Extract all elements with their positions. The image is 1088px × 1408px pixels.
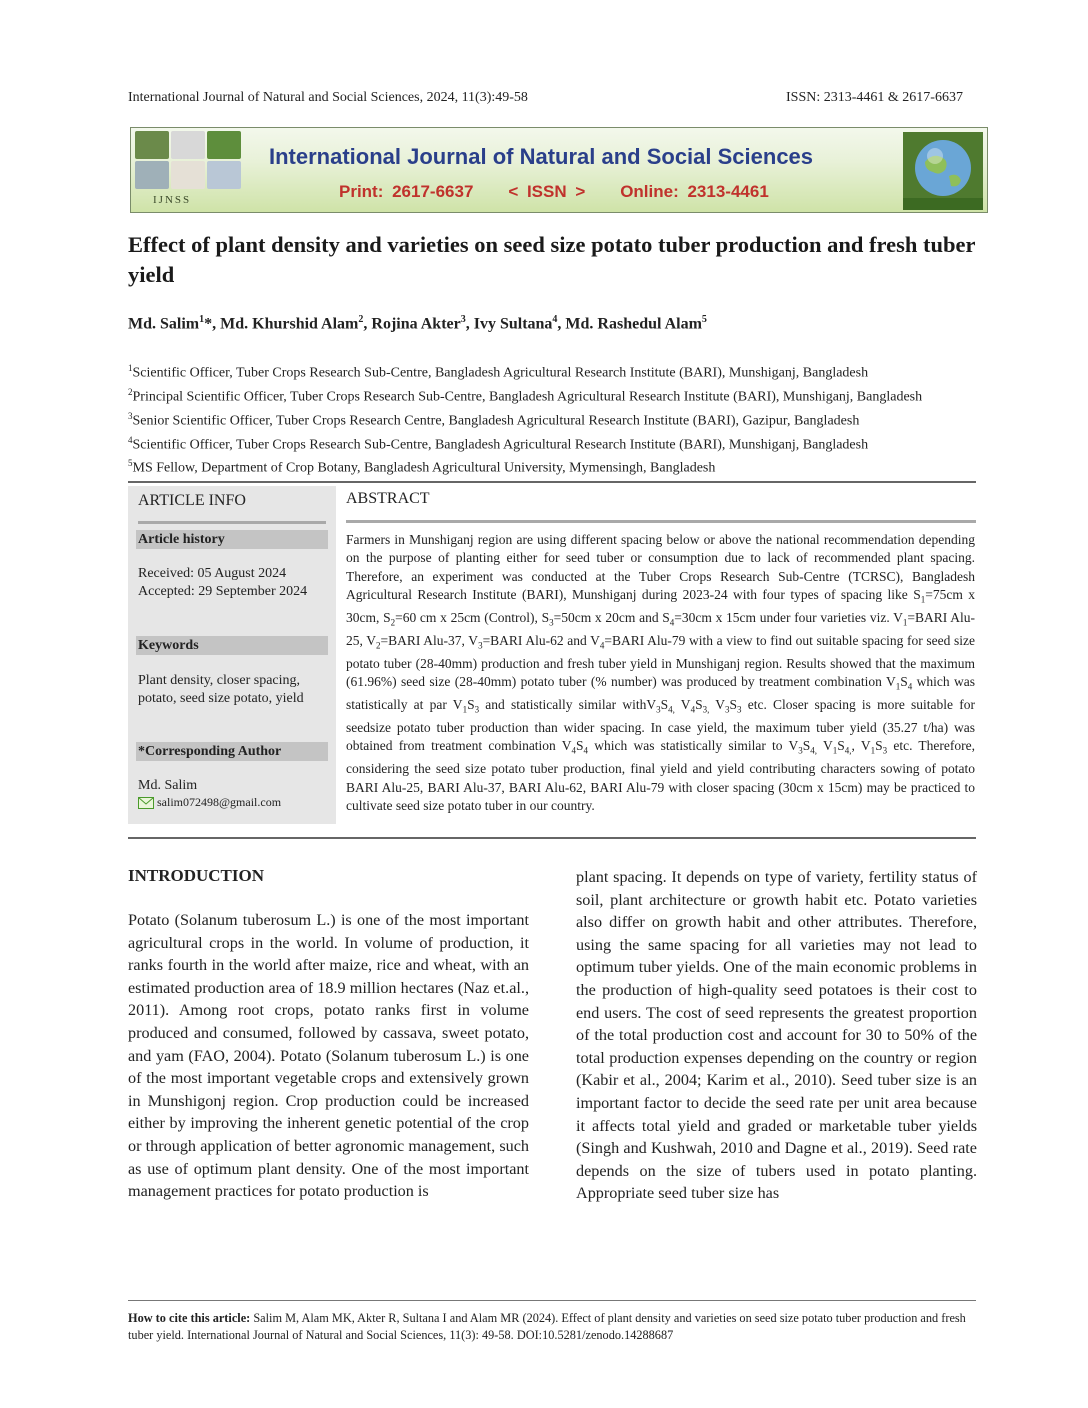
affiliation: $^1$Scientific Officer, Tuber Crops Research Sub-Centre, Bangladesh Agricultural Research Institute (BARI), Munshiganj, Bangladesh	[128, 363, 869, 381]
fish-image	[135, 161, 169, 189]
running-header-journal: International Journal of Natural and Social Sciences, 2024, 11(3):49-58	[128, 90, 528, 105]
affiliation: $^3$Senior Scientific Officer, Tuber Crops Research Centre, Bangladesh Agricultural Research Institute (BARI), Gazipur, Bangladesh	[128, 410, 860, 429]
footer-divider	[128, 1300, 976, 1301]
author-name: Md. Salim	[128, 315, 200, 333]
journal-banner	[130, 127, 988, 213]
keywords-label: Keywords	[136, 636, 328, 655]
citation-label: How to cite this article:	[128, 1311, 251, 1325]
email-address[interactable]: salim072498@gmail.com	[157, 795, 282, 809]
abstract-heading: ABSTRACT	[346, 490, 430, 507]
citation-text: Salim M, Alam MK, Akter R, Sultana I and Alam MR (2024). Effect of plant density and varieties on seed size potato tuber production and fresh tuber yield. International Journal of Natural and Social Sciences, 11(3): 49-58. DOI:10.5281/zenodo.14288687	[128, 1311, 966, 1342]
divider	[138, 521, 326, 524]
journal-acronym: IJNSS	[153, 194, 192, 206]
affiliation: $^2$Principal Scientific Officer, Tuber Crops Research Sub-Centre, Bangladesh Agricultural Research Institute (BARI), Munshiganj, Bangladesh	[128, 386, 923, 405]
author-name: Ivy Sultana	[473, 315, 553, 333]
introduction-heading: INTRODUCTION	[128, 866, 265, 885]
introduction-column-left: Potato (Solanum tuberosum L.) is one of the most important agricultural crops in the world. In volume of production, it ranks fourth in the world after maize, rice and wheat, with an estimated production area of 18.9 million hectares (Naz et.al., 2011). Among root crops, potato ranks first in volume produced and consumed, followed by cassava, sweet potato, and yam (FAO, 2004). Potato (Solanum tuberosum L.) is one of the most important vegetable crops and extensively grown in Munshigonj region. Crop production could be increased either by improving the inherent genetic potential of the crop or through application of better agronomic management, such as use of optimum plant density. One of the most important management practices for potato production is	[128, 911, 529, 1201]
affiliation: $^4$Scientific Officer, Tuber Crops Research Sub-Centre, Bangladesh Agricultural Research Institute (BARI), Munshiganj, Bangladesh	[128, 434, 869, 453]
corresponding-email[interactable]	[138, 795, 281, 810]
lab-image	[171, 161, 205, 189]
plant-image	[135, 131, 169, 159]
banner-title: International Journal of Natural and Social Sciences	[269, 144, 814, 169]
accepted-date: Accepted: 29 September 2024	[138, 584, 308, 599]
affiliations	[128, 359, 988, 478]
banner-issn-line	[339, 182, 769, 202]
author-name: Rojina Akter	[371, 315, 461, 333]
mail-icon	[138, 797, 154, 809]
author-name: Md. Rashedul Alam	[565, 315, 702, 333]
article-info-panel	[128, 486, 336, 824]
author-name: Md. Khurshid Alam	[220, 315, 359, 333]
article-info-heading: ARTICLE INFO	[138, 492, 246, 509]
corresponding-author-label: *Corresponding Author	[136, 742, 328, 761]
section-divider	[128, 837, 976, 839]
running-header-issn: ISSN: 2313-4461 & 2617-6637	[786, 90, 963, 105]
section-divider	[128, 481, 976, 483]
banner-photo-collage	[135, 131, 243, 193]
globe-icon	[903, 132, 983, 210]
print-issn: Print: 2617-6637	[339, 182, 474, 201]
paper-title: Effect of plant density and varieties on seed size potato tuber production and fresh tuber yield	[128, 232, 976, 287]
issn-label: < ISSN >	[508, 182, 586, 201]
article-history-label: Article history	[136, 530, 328, 549]
divider	[346, 520, 976, 523]
introduction-column-right: plant spacing. It depends on type of variety, fertility status of soil, plant architecture or growth habit etc. Potato varieties also differ on growth habit and other attributes. Therefore, using the same spacing for all varieties may not lead to optimum tuber yields. One of the main economic problems in the production of high-quality seed potatoes is their cost to end users. The cost of seed represents the greatest proportion of the total production cost and account for 30 to 50% of the total production expenses depending on the country or region (Kabir et al., 2004; Karim et al., 2010). Seed tuber size is an important factor to decide the seed rate per unit area because it affects total yield and graded or marketable tuber yields (Singh and Kushwah, 2010 and Dagne et al., 2019). Seed rate depends on the size of tubers used in potato planting. Appropriate seed tuber size has	[576, 868, 977, 1203]
affiliation: $^5$MS Fellow, Department of Crop Botany, Bangladesh Agricultural University, Mymensingh, Bangladesh	[128, 458, 716, 477]
abstract-text: Farmers in Munshiganj region are using different spacing below or above the national recommendation depending on the purpose of planting either for seed tuber or consumption due to lack of recommended plant spacing. Therefore, an experiment was conducted at the Tuber Crops Research Sub-Centre (TCRSC), Bangladesh Agricultural Research Institute (BARI), Munshiganj during 2023-24 with four types of spacing like $S_1=75cm$ x 30cm, $S_2=60$ cm x 25cm (Control), $S_3=50cm$ x 20cm and $S_4=30cm$ x 15cm under four varieties viz. $V_1=BARI$ Alu-25, $V_2=BARI$ Alu-37, $V_3=BARI$ Alu-62 and $V_4=BARI$ Alu-79 with a view to find out suitable spacing for seed size potato tuber (28-40mm) production and fresh tuber yield in Munshiganj region. Results showed that the maximum (61.96%) seed size (28-40mm) potato tuber (% number) was produced by treatment combination $V_1S_4$ which was statistically at par $V_1S_3$ and statistically similar $withV_3S_{4,}$ $V_4S_{3,}$ $V_3S_3$ etc. Closer spacing is more suitable for seedsize potato tuber production than wider spacing. In case yield, the maximum tuber yield (35.27 t/ha) was obtained from treatment combination $V_4S_4$ which was statistically similar to $V_3S_{4,}$ $V_1S_{4,}$, $V_1S_3$ etc. Therefore, considering the seed size potato tuber production, final yield and yield contributing characters sowing of potato BARI Alu-25, BARI Alu-37, BARI Alu-62, BARI Alu-79 with closer spacing (30cm x 15cm) may be practiced to cultivate seed size potato tuber in our country.	[346, 532, 976, 813]
citation	[128, 1310, 976, 1344]
author-list: Md. Salim$^1$*, Md. Khurshid Alam$^2$, Rojina Akter$^3$, Ivy Sultana$^4$, Md. Rashedul Alam$^5$	[128, 314, 707, 333]
online-issn: Online: 2313-4461	[620, 182, 769, 201]
corresponding-author-name: Md. Salim	[138, 778, 198, 793]
people-image	[207, 161, 241, 189]
keywords-text: Plant density, closer spacing, potato, seed size potato, yield	[138, 673, 304, 706]
leaf-image	[207, 131, 241, 159]
received-date: Received: 05 August 2024	[138, 566, 287, 581]
animal-image	[171, 131, 205, 159]
